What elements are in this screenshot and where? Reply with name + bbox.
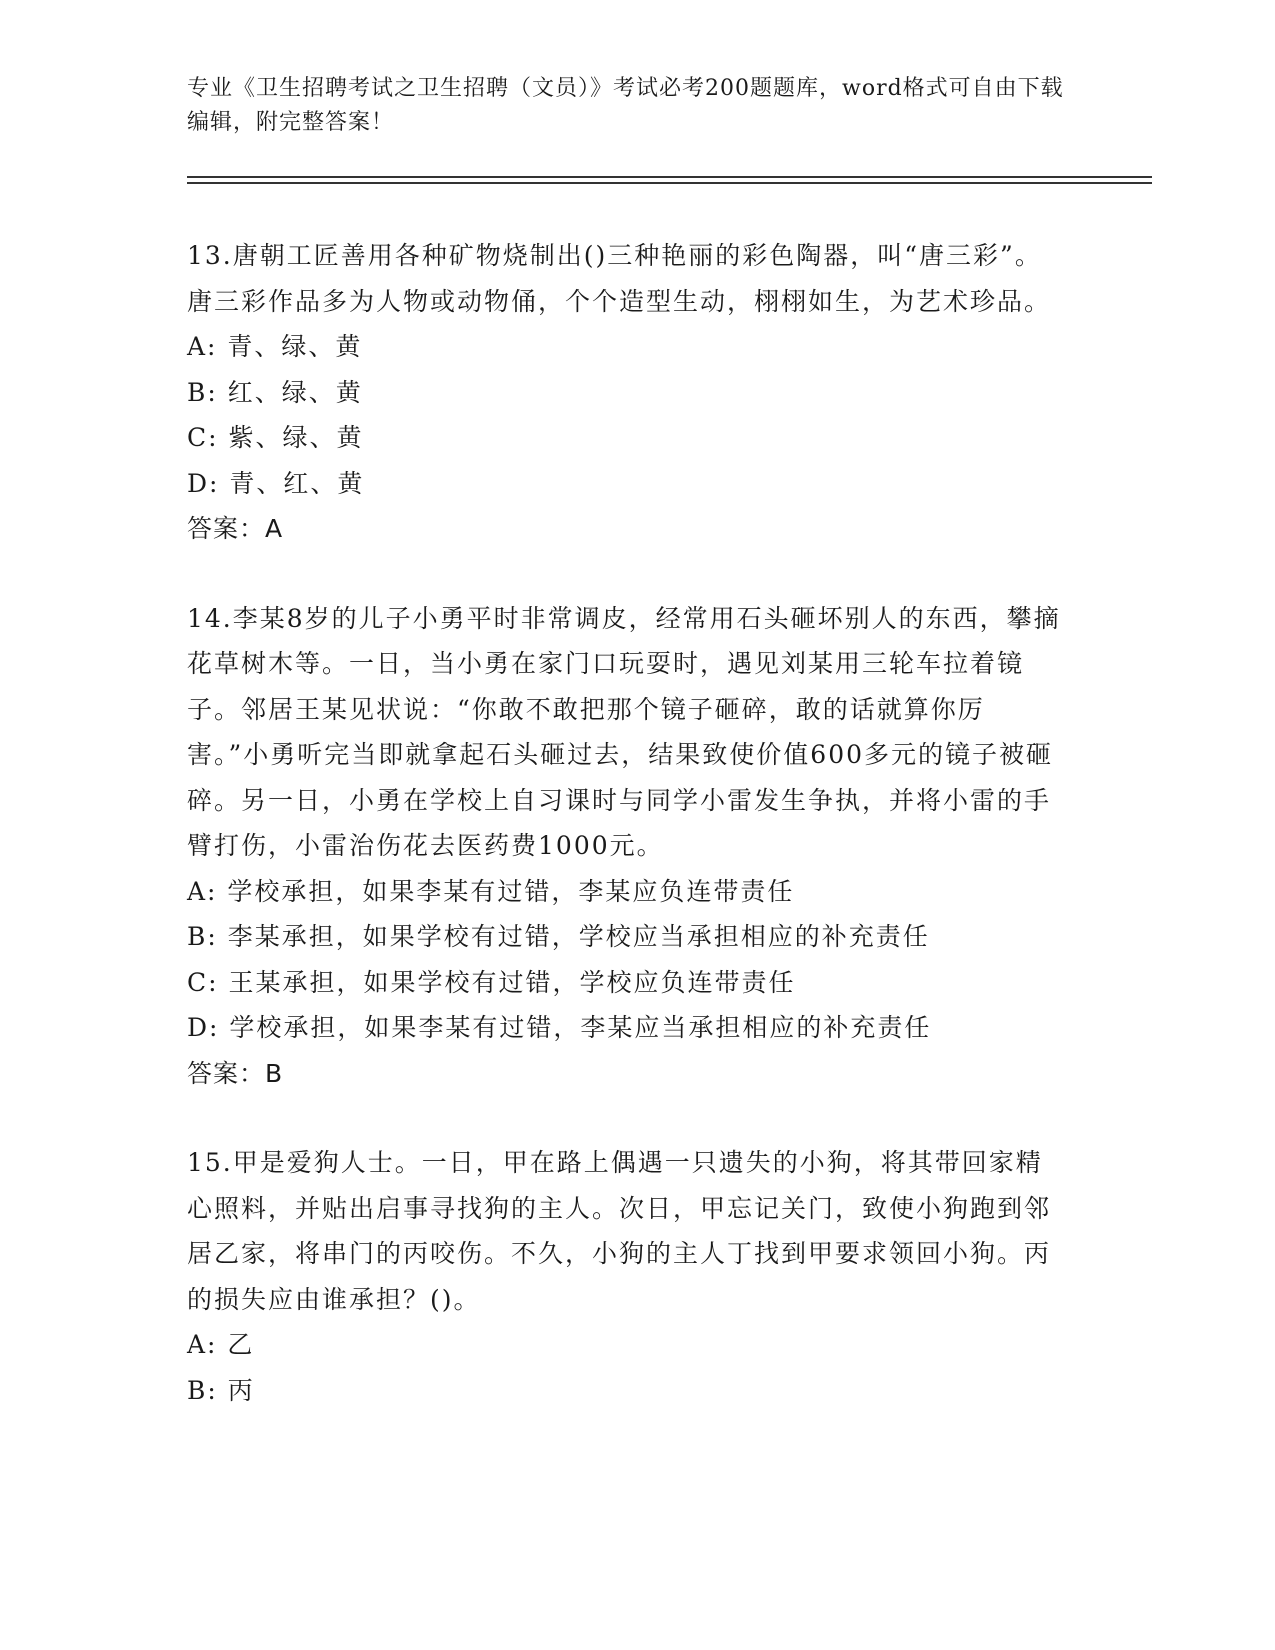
question-list xyxy=(187,233,1067,1457)
answer-line: 答案：B xyxy=(187,1058,284,1088)
option-b: B: 红、绿、黄 xyxy=(187,377,363,407)
option-c: C: 紫、绿、黄 xyxy=(187,423,364,452)
question-13 xyxy=(187,233,1067,552)
option-b: B: 丙 xyxy=(187,1375,255,1405)
option-d: D: 学校承担，如果李某有过错，李某应当承担相应的补充责任 xyxy=(187,1013,932,1042)
option-a: A: 学校承担，如果李某有过错，李某应负连带责任 xyxy=(187,876,795,906)
question-stem: 14.李某8岁的儿子小勇平时非常调皮，经常用石头砸坏别人的东西，攀摘花草树木等。一日，当小勇在家门口玩耍时，遇见刘某用三轮车拉着镜子。邻居王某见状说：“你敢不敢把那个镜子砸碎，敢的话就算你厉害。”小勇听完当即就拿起石头砸过去，结果致使价值600多元的镜子被砸碎。另一日，小勇在学校上自习课时与同学小雷发生争执，并将小雷的手臂打伤，小雷治伤花去医药费1000元。 xyxy=(187,603,1061,860)
question-14 xyxy=(187,596,1067,1097)
header-rule-bottom xyxy=(187,182,1152,184)
option-c: C: 王某承担，如果学校有过错，学校应负连带责任 xyxy=(187,967,796,997)
question-15 xyxy=(187,1140,1067,1413)
question-stem: 15.甲是爱狗人士。一日，甲在路上偶遇一只遗失的小狗，将其带回家精心照料，并贴出启事寻找狗的主人。次日，甲忘记关门，致使小狗跑到邻居乙家，将串门的丙咬伤。不久，小狗的主人丁找到甲要求领回小狗。丙的损失应由谁承担？()。 xyxy=(187,1148,1052,1314)
option-a: A: 青、绿、黄 xyxy=(187,332,363,361)
header-rule-top xyxy=(187,176,1152,178)
question-stem: 13.唐朝工匠善用各种矿物烧制出()三种艳丽的彩色陶器，叫“唐三彩”。唐三彩作品多为人物或动物俑，个个造型生动，栩栩如生，为艺术珍品。 xyxy=(187,241,1052,316)
document-header: 专业《卫生招聘考试之卫生招聘（文员）》考试必考200题题库，word格式可自由下载编辑，附完整答案！ xyxy=(187,76,1064,135)
option-d: D: 青、红、黄 xyxy=(187,468,365,498)
answer-line: 答案：A xyxy=(187,514,284,543)
option-a: A: 乙 xyxy=(187,1330,255,1359)
option-b: B: 李某承担，如果学校有过错，学校应当承担相应的补充责任 xyxy=(187,922,930,951)
